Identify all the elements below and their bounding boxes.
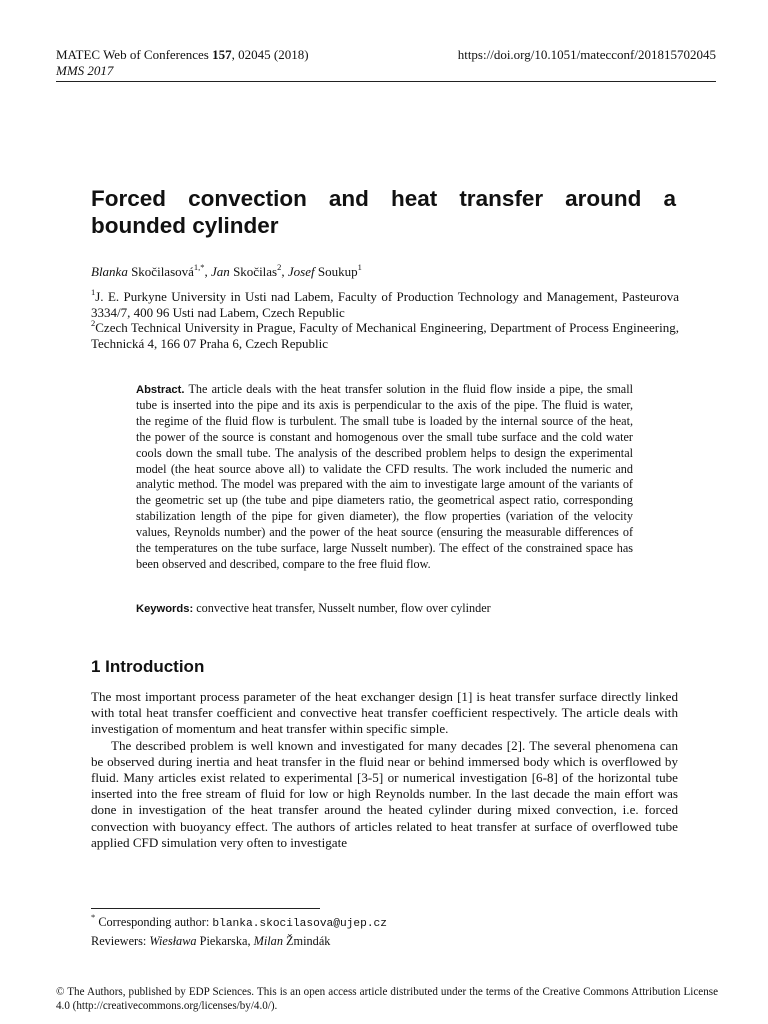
author: Josef Soukup$^1$ [287, 261, 362, 279]
author-list [91, 261, 681, 280]
paper-title: Forced convection and heat transfer around a bounded cylinder [91, 186, 676, 238]
corresponding-author-note: * Corresponding author: blanka.skocilasova@ujep.cz [91, 911, 387, 930]
doi-link[interactable]: https://doi.org/10.1051/matecconf/201815702045 [457, 47, 716, 62]
reviewers-note: Reviewers: Wiesława Piekarska, Milan Žmindák [91, 934, 331, 948]
author-email[interactable]: blanka.skocilasova@ujep.cz [212, 918, 387, 930]
footnotes [91, 911, 679, 950]
section-heading: 1 Introduction [91, 657, 205, 676]
running-header [56, 47, 716, 79]
conference-name: MMS 2017 [56, 63, 114, 78]
journal-citation: MATEC Web of Conferences 157, 02045 (2018) [56, 47, 309, 62]
author: Jan Skočilas$^2$, [211, 261, 288, 279]
license-notice: © The Authors, published by EDP Sciences. This is an open access article distributed under the terms of the Creative Commons Attribution License 4.0 (http://creativecommons.org/licenses/by/4.0/). [56, 986, 718, 1012]
affiliation: $^1$J. E. Purkyne University in Usti nad Labem, Faculty of Production Technology and Management, Pasteurova 3334/7, 400 96 Usti nad Labem, Czech Republic [91, 286, 679, 320]
author: Blanka Skočilasová$^{1,*}$, [91, 261, 212, 279]
volume-number: 157 [212, 47, 232, 62]
keywords-text: convective heat transfer, Nusselt number, flow over cylinder [193, 601, 491, 615]
paragraph: The described problem is well known and investigated for many decades [2]. The several phenomena can be observed during inertia and heat transfer in the fluid near or behind immersed body which is overflowed by fluid. Many articles exist related to experimental [3-5] or numerical investigation [6-8] of the horizontal tube inserted into the free stream of fluid for low or high Reynolds number. In the last decade the main effort was done in investigation of the heat transfer around the heated cylinder during mixed convection, i.e. forced convection with buoyancy effect. The authors of articles related to heat transfer at surface of overflowed tube applied CFD simulation very often to investigate [91, 737, 678, 850]
affiliation: $^2$Czech Technical University in Prague, Faculty of Mechanical Engineering, Department of Process Engineering, Technická 4, 166 07 Praha 6, Czech Republic [91, 317, 679, 351]
abstract-label: Abstract. [136, 384, 185, 396]
keywords-label: Keywords: [136, 603, 194, 615]
footnote-divider [91, 908, 320, 909]
section-body [91, 689, 678, 851]
abstract [136, 382, 633, 573]
header-divider [56, 81, 716, 82]
affiliations [91, 286, 679, 351]
paragraph: The most important process parameter of the heat exchanger design [1] is heat transfer surface directly linked with total heat transfer coefficient and convective heat transfer coefficient respectively. The article deals with investigation of momentum and heat transfer within specific simple. [91, 689, 678, 737]
keywords [136, 601, 633, 617]
abstract-text: The article deals with the heat transfer solution in the fluid flow inside a pipe, the small tube is inserted into the pipe and its axis is perpendicular to the axis of the pipe. The fluid is water, the regime of the fluid flow is turbulent. The small tube is loaded by the internal source of the heat, the power of the source is constant and homogenous over the small tube surface and the cold water cools down the small tube. The analysis of the described problem helps to design the experimental model (the heat source above all) to validate the CFD results. The work included the numeric and analytic method. The model was prepared with the aim to investigate large amount of the variants of the geometric set up (the tube and pipe diameters ratio, the geometrical aspect ratio, corresponding stabilization length of the pipe for given diameter), the flow properties (variation of the velocity values, Reynolds number) and the power of the heat source (ensuring the measurable differences of the temperatures on the tube surface, large Nusselt number). The effect of the constrained space has been observed and described, compare to the free fluid flow. [136, 382, 633, 571]
